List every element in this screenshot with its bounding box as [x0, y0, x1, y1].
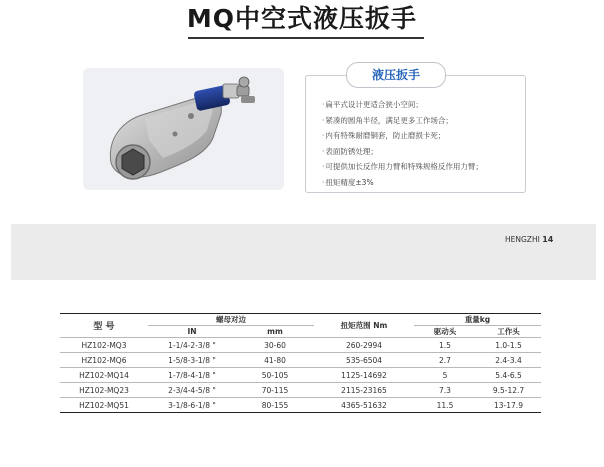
page-title: MQ中空式液压扳手: [186, 4, 418, 33]
cell-drive: 2.7: [414, 353, 476, 368]
hydraulic-wrench-image: [83, 68, 284, 190]
header-drive: 驱动头: [433, 327, 457, 336]
cell-model: HZ102-MQ51: [60, 398, 148, 413]
cell-work: 9.5-12.7: [476, 383, 541, 398]
cell-drive: 1.5: [414, 338, 476, 353]
cell-model: HZ102-MQ14: [60, 368, 148, 383]
table-row: [60, 368, 541, 383]
header-work: 工作头: [497, 327, 520, 336]
cell-drive: 7.3: [414, 383, 476, 398]
cell-in: 3-1/8-6-1/8 ": [148, 398, 236, 413]
cell-in: 1-5/8-3-1/8 ": [148, 353, 236, 368]
cell-in: 1-1/4-2-3/8 ": [148, 338, 236, 353]
table-row: [60, 338, 541, 353]
feature-item: ·表面防锈处理；: [322, 146, 378, 156]
cell-torque: 1125-14692: [314, 368, 414, 383]
cell-mm: 41-80: [236, 353, 314, 368]
table-row: [60, 383, 541, 398]
cell-work: 1.0-1.5: [476, 338, 541, 353]
feature-list: [322, 97, 522, 190]
header-in: IN: [187, 327, 197, 336]
table-row: [60, 353, 541, 368]
brand-name: HENGZHI: [505, 235, 540, 244]
cell-model: HZ102-MQ23: [60, 383, 148, 398]
feature-item: ·可提供加长反作用力臂和特殊规格反作用力臂；: [322, 162, 483, 171]
feature-item: ·紧凑的圆角半径，满足更多工作场合；: [322, 115, 453, 125]
feature-item: ·扁平式设计更适合狭小空间；: [322, 100, 423, 109]
cell-in: 2-3/4-4-5/8 ": [148, 383, 236, 398]
header-model: 型 号: [93, 322, 115, 332]
cell-torque: 535-6504: [314, 353, 414, 368]
cell-model: HZ102-MQ6: [60, 353, 148, 368]
product-photo: [83, 68, 284, 190]
cell-mm: 80-155: [236, 398, 314, 413]
cell-work: 2.4-3.4: [476, 353, 541, 368]
page-number: 14: [542, 235, 554, 244]
header-nut: 螺母对边: [148, 314, 314, 326]
cell-mm: 50-105: [236, 368, 314, 383]
cell-torque: 4365-51632: [314, 398, 414, 413]
table-row: [60, 398, 541, 413]
cell-mm: 70-115: [236, 383, 314, 398]
feature-card-title: 液压扳手: [346, 62, 446, 88]
title-underline: [188, 37, 424, 39]
header-mm: mm: [267, 327, 283, 336]
brand-label: [505, 235, 553, 244]
cell-torque: 2115-23165: [314, 383, 414, 398]
cell-work: 13-17.9: [476, 398, 541, 413]
header-torque: 扭矩范围 Nm: [340, 321, 388, 330]
cell-work: 5.4-6.5: [476, 368, 541, 383]
feature-item: ·扭矩精度±3%: [322, 177, 374, 187]
cell-mm: 30-60: [236, 338, 314, 353]
header-weight: 重量kg: [414, 314, 541, 326]
cell-drive: 5: [414, 368, 476, 383]
cell-drive: 11.5: [414, 398, 476, 413]
cell-in: 1-7/8-4-1/8 ": [148, 368, 236, 383]
cell-torque: 260-2994: [314, 338, 414, 353]
spec-table: [60, 313, 541, 413]
feature-item: ·内有特殊耐磨铜套，防止磨损卡死；: [322, 131, 446, 140]
cell-model: HZ102-MQ3: [60, 338, 148, 353]
divider-band: [11, 224, 596, 280]
